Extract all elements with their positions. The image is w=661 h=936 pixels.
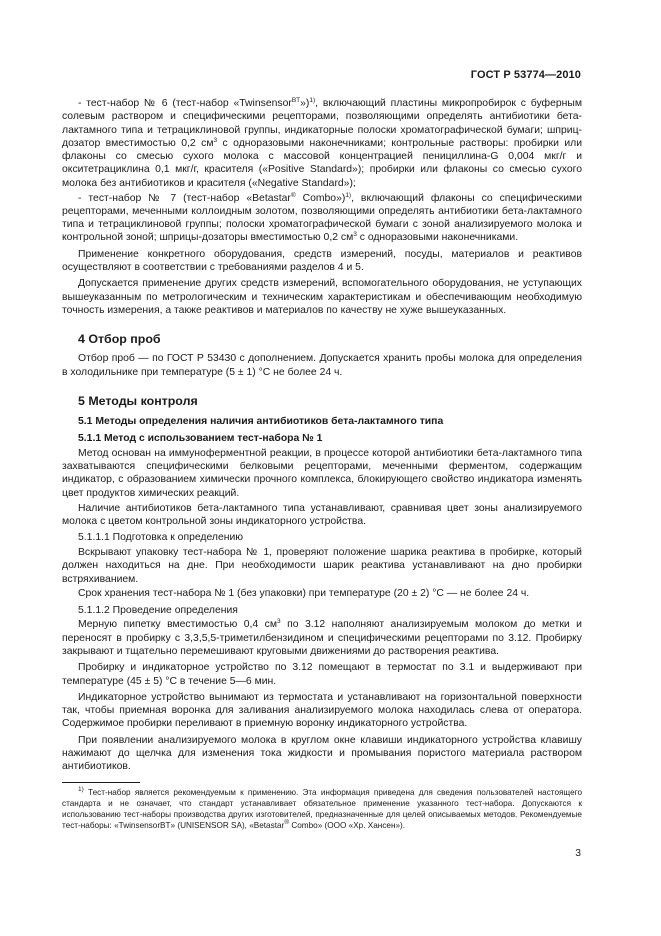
paragraph-storage-time: Срок хранения тест-набора № 1 (без упаковки) при температуре (20 ± 2) °С — не более 24 ч. bbox=[78, 588, 530, 600]
paragraph-indicator-setup: Индикаторное устройство вынимают из термостата и устанавливают на горизонтальной поверхности так, чтобы приемная воронка для заливания анализируемого молока находилась слева от оператора. Содержимое пробирки переливают в приемную воронку индикаторного устройства. bbox=[62, 691, 582, 730]
footnote-divider bbox=[62, 782, 140, 783]
subsection-5-1-1-2-title: 5.1.1.2 Проведение определения bbox=[78, 604, 238, 616]
paragraph-key-press: При появлении анализируемого молока в круглом окне клавиши индикаторного устройства клавишу нажимают до щелчка для изменения тока жидкости и промывания пористого материала раствором антибиотиков. bbox=[62, 734, 582, 773]
section-4-title: 4 Отбор проб bbox=[78, 332, 161, 347]
footnote: $^{1)}$ Тест-набор является рекомендуемым к применению. Эта информация приведена для сведения пользователей настоящего стандарта и не означает, что стандарт устанавливает обязательное применение указанного тест-набора. Допускаются к использованию тест-наборы производства других изготовителей, предназначенные для целей описываемых методов. Рекомендуемые тест-наборы: «TwinsensorBT» (UNISENSOR SA), «Betastar® Combo» (ООО «Хр. Хансен»). bbox=[62, 785, 582, 831]
section-4-text: Отбор проб — по ГОСТ Р 53430 с дополнением. Допускается хранить пробы молока для определения в холодильнике при температуре (5 ± 1) °С не более 24 ч. bbox=[62, 353, 582, 378]
subsection-5-1-1-1-title: 5.1.1.1 Подготовка к определению bbox=[78, 532, 244, 544]
document-body bbox=[62, 97, 582, 831]
list-item-testkit-7: - тест-набор № 7 (тест-набор «Betastar® Combo»)$^{1)}$, включающий флаконы со специфическими рецепторами, меченными коллоидным золотом, позволяющими определять антибиотики бета-лактамного типа и тетрациклиновой группы; полоски хроматографической бумаги с зоной анализируемого молока и контрольной зоной; шприцы-дозаторы вместимостью 0,2 $см^3$ с одноразовыми наконечниками. bbox=[62, 191, 583, 244]
list-item-testkit-6: - тест-набор № 6 (тест-набор «Twinsensor$^{BT}$»)$^{1)}$, включающий пластины микропробирок с буферным солевым раствором и специфическими рецепторами, позволяющими определять антибиотики бета-лактамного типа и тетрациклиновой группы, индикаторные полоски хроматографической бумаги; шприц-дозатор вместимостью 0,2 $см^3$ с одноразовыми наконечниками; контрольные растворы: пробирки или флаконы со смесью сухого молока с массовой концентрацией пенициллина-G 0,004 мкг/г и окситетрациклина 0,1 мкг/г, красителя («Positive Standard»); пробирки или флаконы со смесью сухого молока без антибиотиков и красителя («Negative Standard»); bbox=[62, 97, 583, 189]
standard-header: ГОСТ Р 53774—2010 bbox=[470, 69, 581, 81]
paragraph-pipette-transfer: Мерную пипетку вместимостью 0,4 $см^3$ по 3.12 наполняют анализируемым молоком до метки и переносят в пробирку с 3,3,5,5-триметилбензидином и специфическими рецепторами по 3.12. Пробирку закрывают и тщательно перемешивают круговыми движениями до растворения реактива. bbox=[62, 618, 582, 657]
subsection-5-1-1-title: 5.1.1 Метод с использованием тест-набора № 1 bbox=[78, 432, 323, 444]
paragraph-thermostat: Пробирку и индикаторное устройство по 3.12 помещают в термостат по 3.1 и выдерживают при температуре (45 ± 5) °С в течение 5—6 мин. bbox=[62, 662, 582, 687]
paragraph-equipment-use: Применение конкретного оборудования, средств измерений, посуды, материалов и реактивов осуществляют в соответствии с требованиями разделов 4 и 5. bbox=[62, 248, 582, 274]
paragraph-presence-detection: Наличие антибиотиков бета-лактамного типа устанавливают, сравнивая цвет зоны анализируемого молока с цветом контрольной зоны индикаторного устройства. bbox=[62, 502, 582, 527]
section-5-title: 5 Методы контроля bbox=[78, 393, 198, 408]
paragraph-open-package: Вскрывают упаковку тест-набора № 1, проверяют положение шарика реактива в пробирке, который должен находиться на дне. При необходимости шарик реактива устанавливают на дно пробирки встряхиванием. bbox=[62, 546, 582, 585]
page-number: 3 bbox=[575, 848, 581, 859]
paragraph-method-basis: Метод основан на иммуноферментной реакции, в процессе которой антибиотики бета-лактамного типа захватываются специфическими белковыми рецепторами, меченными ферментом, содержащим индикатор, с образованием химически прочного комплекса, блокирующего свойство индикатора изменять цвет продуктов химических реакций. bbox=[62, 447, 582, 499]
subsection-5-1-title: 5.1 Методы определения наличия антибиотиков бета-лактамного типа bbox=[78, 415, 444, 427]
paragraph-alternatives-allowed: Допускается применение других средств измерений, вспомогательного оборудования, не уступающих вышеуказанным по метрологическим и техническим характеристикам и обеспечивающим необходимую точность измерения, а также реактивов и материалов по качеству не хуже вышеуказанных. bbox=[62, 278, 582, 316]
